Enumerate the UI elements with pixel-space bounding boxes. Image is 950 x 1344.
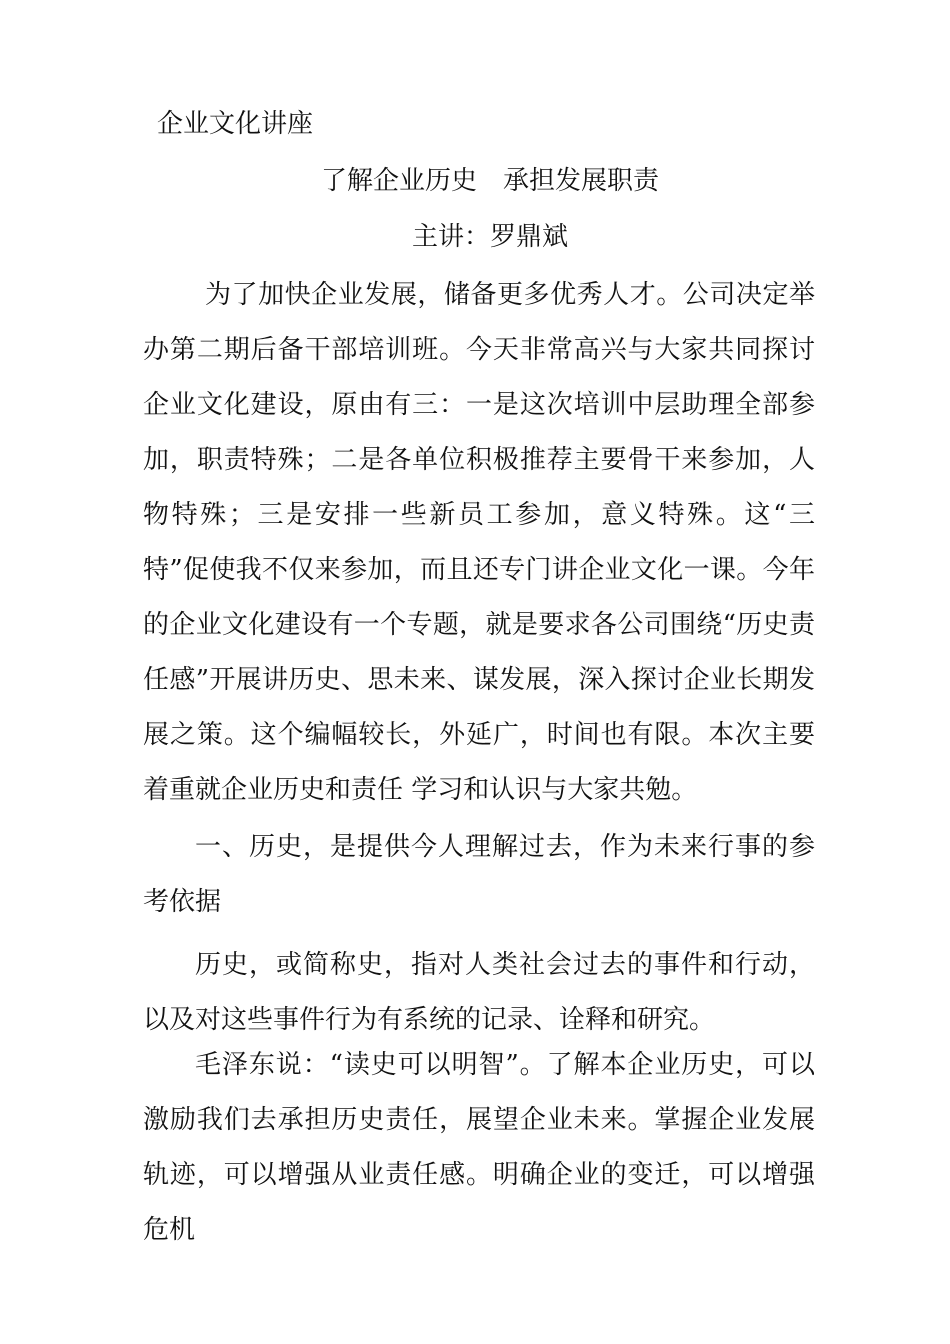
lecture-title: 了解企业历史 承担发展职责 (320, 166, 659, 196)
speaker-line: 主讲：罗鼎斌 (411, 222, 568, 252)
intro-paragraph: 为了加快企业发展，储备更多优秀人才。公司决定举办第二期后备干部培训班。今天非常高兴与大家共同探讨企业文化建设，原由有三：一是这次培训中层助理全部参加，职责特殊；二是各单位积极推荐主要骨干来参加，人物特殊；三是安排一些新员工参加，意义特殊。这“三特”促使我不仅来参加，而且还专门讲企业文化一课。今年的企业文化建设有一个专题，就是要求各公司围绕“历史责任感”开展讲历史、思未来、谋发展，深入探讨企业长期发展之策。这个编幅较长，外延广，时间也有限。本次主要着重就企业历史和责任 学习和认识与大家共勉。 (143, 280, 815, 805)
series-label: 企业文化讲座 (157, 109, 314, 139)
history-definition-paragraph: 历史，或简称史，指对人类社会过去的事件和行动，以及对这些事件行为有系统的记录、诠释和研究。 (143, 950, 815, 1035)
mao-quote-paragraph: 毛泽东说：“读史可以明智”。了解本企业历史，可以激励我们去承担历史责任，展望企业未来。掌握企业发展轨迹，可以增强从业责任感。明确企业的变迁，可以增强危机 (143, 1050, 815, 1245)
section-heading-1: 一、历史，是提供今人理解过去，作为未来行事的参考依据 (143, 832, 815, 917)
